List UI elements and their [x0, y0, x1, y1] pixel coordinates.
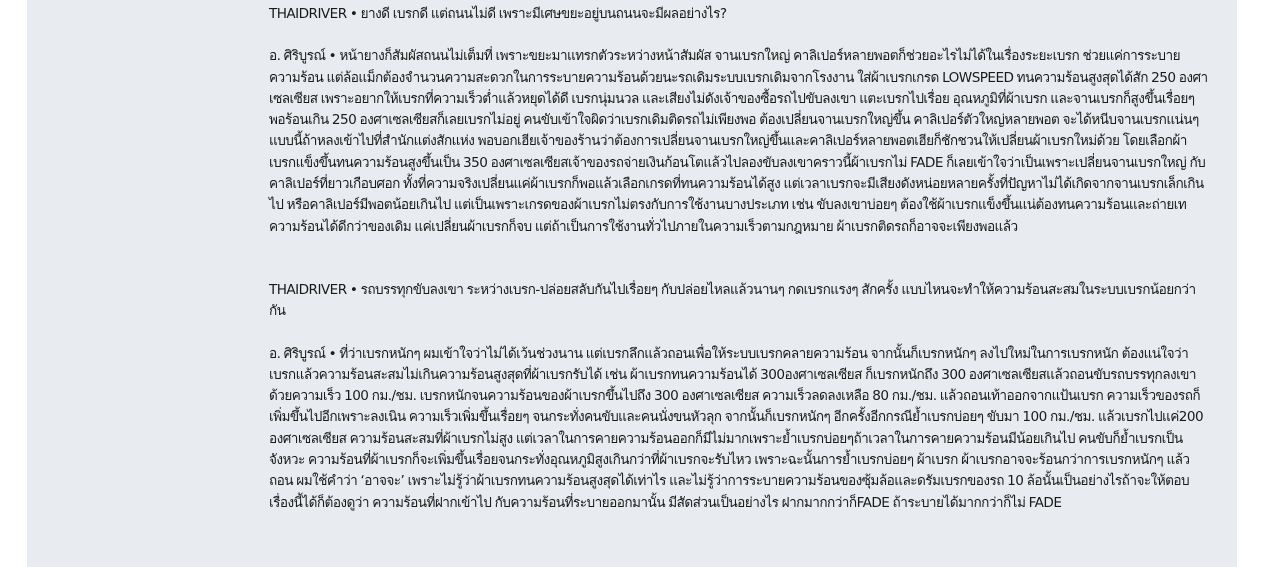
question-2: THAIDRIVER • รถบรรทุกขับลงเขา ระหว่างเบรก-ปล่อยสลับกันไปเรื่อยๆ กับปล่อยไหลแล้วนานๆ กดเบรกแรงๆ สักครั้ง แบบไหนจะทำให้ความร้อนสะสมในระบบเบรกน้อยกว่ากัน	[269, 281, 1196, 320]
answer-1: อ. ศิริบูรณ์ • หน้ายางก็สัมผัสถนนไม่เต็มที่ เพราะขยะมาแทรกตัวระหว่างหน้าสัมผัส จานเบรกใหญ่ คาลิเปอร์หลายพอตก็ช่วยอะไรไม่ได้ในเรื่องระยะเบรก ช่วยแค่การระบายความร้อน แต่ล้อแม็กต้องจำนวนความสะดวกในการระบายความร้อนด้วยนะรถเดิมระบบเบรกเดิมจากโรงงาน ใส่ผ้าเบรกเกรด LOWSPEED ทนความร้อนสูงสุดได้สัก 250 องศาเซลเซียส เพราะอยากให้เบรกที่ความเร็วต่ำแล้วหยุดได้ดี เบรกนุ่มนวล และเสียงไม่ดังเจ้าของซื้อรถไปขับลงเขา แตะเบรกไปเรื่อย อุณหภูมิที่ผ้าเบรก และจานเบรกก็สูงขึ้นเรื่อยๆ พอร้อนเกิน 250 องศาเซลเซียสก็เลยเบรกไม่อยู่ คนขับเข้าใจผิดว่าเบรกเดิมติดรถไม่เพียงพอ ต้องเปลี่ยนจานเบรกใหญ่ขึ้น คาลิเปอร์ตัวใหญ่หลายพอต จะได้หนีบจานเบรกแน่นๆ แบบนี้ถ้าหลงเข้าไปที่สำนักแต่งสักแห่ง พอบอกเฮียเจ้าของร้านว่าต้องการเปลี่ยนจานเบรกใหญ่ขึ้นและคาลิเปอร์หลายพอตเฮียก็ชักชวนให้เปลี่ยนผ้าเบรกใหม่ด้วย โดยเลือกผ้าเบรกแข็งขึ้นทนความร้อนสูงขึ้นเป็น 350 องศาเซลเซียสเจ้าของรถจ่ายเงินก้อนโตแล้วไปลองขับลงเขาคราวนี้ผ้าเบรกไม่ FADE ก็เลยเข้าใจว่าเป็นเพราะเปลี่ยนจานเบรกใหญ่ กับคาลิเปอร์ที่ยาวเกือบศอก ทั้งที่ความจริงเปลี่ยนแค่ผ้าเบรกก็พอแล้วเลือกเกรดที่ทนความร้อนได้สูง แต่เวลาเบรกจะมีเสียงดังหน่อยหลายครั้งที่ปัญหาไม่ได้เกิดจากจานเบรกเล็กเกินไป หรือคาลิเปอร์มีพอตน้อยเกินไป แต่เป็นเพราะเกรดของผ้าเบรกไม่ตรงกับการใช้งานบางประเภท เช่น ขับลงเขาบ่อยๆ ต้องใช้ผ้าเบรกแข็งขึ้นแน่ต้องทนความร้อนและถ่ายเทความร้อนได้ดีกว่าของเดิม แค่เปลี่ยนผ้าเบรกก็จบ แต่ถ้าเป็นการใช้งานทั่วไปภายในความเร็วตามกฎหมาย ผ้าเบรกติดรถก็อาจจะเพียงพอแล้ว	[269, 48, 1208, 235]
interview-article	[269, 4, 1211, 514]
paragraph-gap	[269, 323, 1211, 344]
paragraph-gap	[269, 25, 1211, 46]
answer-2: อ. ศิริบูรณ์ • ที่ว่าเบรกหนักๆ ผมเข้าใจว่าไม่ได้เว้นช่วงนาน แต่เบรกลึกแล้วถอนเพื่อให้ระบบเบรกคลายความร้อน จากนั้นก็เบรกหนักๆ ลงไปใหม่ในการเบรกหนัก ต้องแน่ใจว่าเบรกแล้วความร้อนสะสมไม่เกินความร้อนสูงสุดที่ผ้าเบรกรับได้ เช่น ผ้าเบรกทนความร้อนได้ 300องศาเซลเซียส ก็เบรกหนักถึง 300 องศาเซลเซียสแล้วถอนขับรถบรรทุกลงเขาด้วยความเร็ว 100 กม./ชม. เบรกหนักจนความร้อนของผ้าเบรกขึ้นไปถึง 300 องศาเซลเซียส ความเร็วลดลงเหลือ 80 กม./ชม. แล้วถอนเท้าออกจากแป้นเบรก ความเร็วของรถก็เพิ่มขึ้นไปอีกเพราะลงเนิน ความเร็วเพิ่มขึ้นเรื่อยๆ จนกระทั่งคนขับและคนนั่งขนหัวลุก จากนั้นก็เบรกหนักๆ อีกครั้งอีกกรณีย้ำเบรกบ่อยๆ ขับมา 100 กม./ชม. แล้วเบรกไปแค่200 องศาเซลเซียส ความร้อนสะสมที่ผ้าเบรกไม่สูง แต่เวลาในการคายความร้อนออกก็มีไม่มากเพราะย้ำเบรกบ่อยๆถ้าเวลาในการคายความร้อนมีน้อยเกินไป คนขับก็ย้ำเบรกเป็นจังหวะ ความร้อนที่ผ้าเบรกก็จะเพิ่มขึ้นเรื่อยจนกระทั่งอุณหภูมิสูงเกินกว่าที่ผ้าเบรกจะรับไหว เพราะฉะนั้นการย้ำเบรกบ่อยๆ ผ้าเบรก ผ้าเบรกอาจจะร้อนกว่าการเบรกหนักๆ แล้วถอน ผมใช้คำว่า ‘อาจจะ’ เพราะไม่รู้ว่าผ้าเบรกทนความร้อนสูงสุดได้เท่าไร และไม่รู้ว่าการระบายความร้อนของซุ้มล้อและดรัมเบรกของรถ 10 ล้อนั้นเป็นอย่างไรถ้าจะให้ตอบเรื่องนี้ได้ก็ต้องดูว่า ความร้อนที่ฝากเข้าไป กับความร้อนที่ระบายออกมานั้น มีสัดส่วนเป็นอย่างไร ฝากมากกว่าก็FADE ถ้าระบายได้มากกว่าก็ไม่ FADE	[269, 345, 1204, 511]
question-1: THAIDRIVER • ยางดี เบรกดี แต่ถนนไม่ดี เพราะมีเศษขยะอยู่บนถนนจะมีผลอย่างไร?	[269, 6, 727, 22]
section-gap	[269, 238, 1211, 280]
content-panel	[27, 0, 1237, 567]
